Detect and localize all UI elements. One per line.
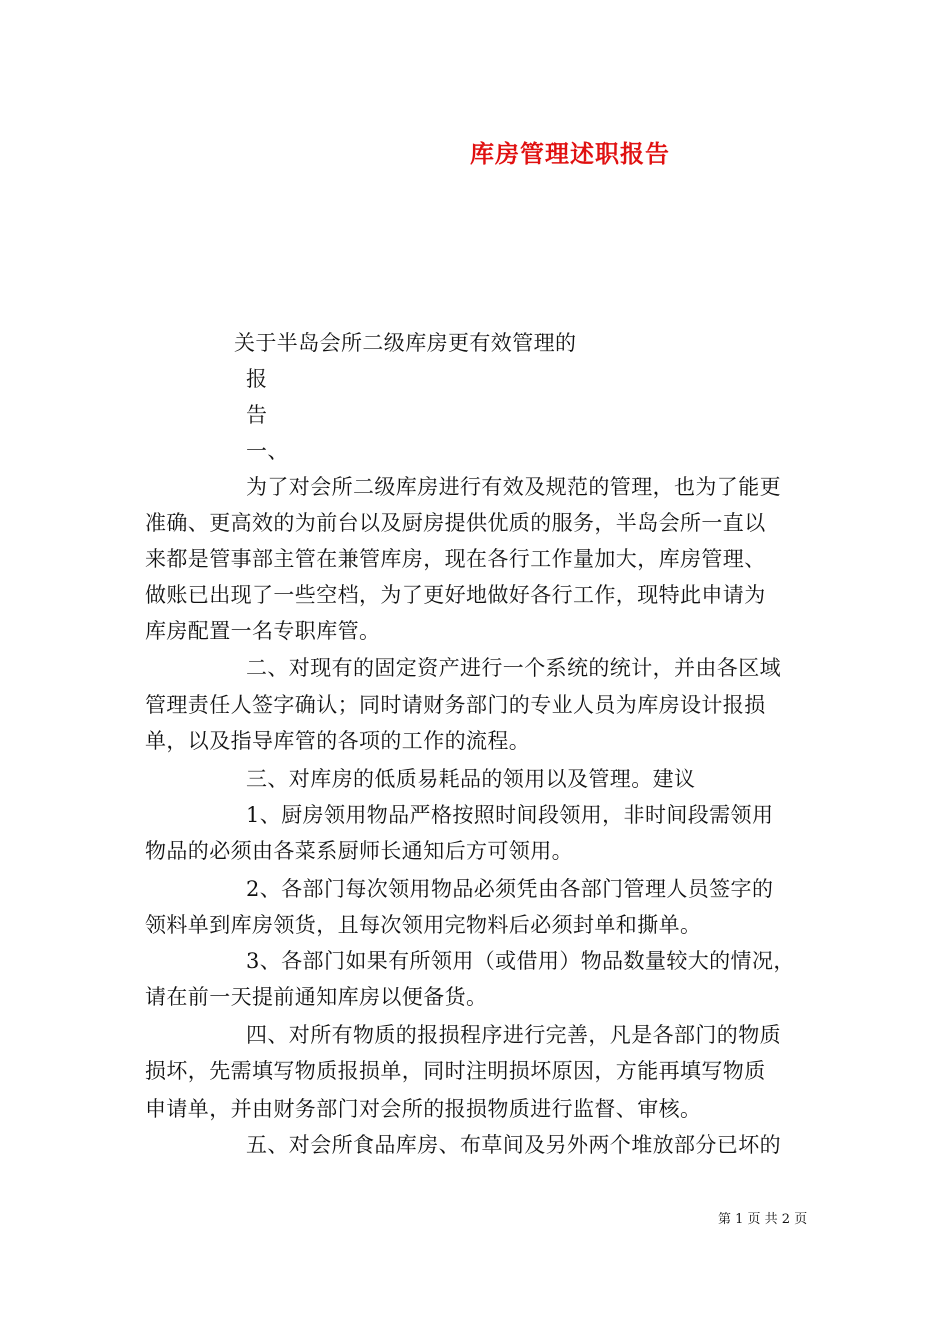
body-line: 损坏，先需填写物质报损单，同时注明损坏原因，方能再填写物质	[145, 1059, 766, 1083]
body-line: 领料单到库房领货，且每次领用完物料后必须封单和撕单。	[145, 913, 702, 937]
body-line: 二、对现有的固定资产进行一个系统的统计，并由各区域	[246, 656, 781, 680]
body-line: 2、各部门每次领用物品必须凭由各部门管理人员签字的	[246, 877, 774, 901]
body-line: 五、对会所食品库房、布草间及另外两个堆放部分已坏的	[246, 1133, 781, 1157]
body-line: 管理责任人签字确认；同时请财务部门的专业人员为库房设计报损	[145, 693, 766, 717]
body-line: 单，以及指导库管的各项的工作的流程。	[145, 729, 531, 753]
header-line: 告	[246, 403, 268, 427]
body-line: 请在前一天提前通知库房以便备货。	[145, 985, 488, 1009]
body-line: 申请单，并由财务部门对会所的报损物质进行监督、审核。	[145, 1097, 702, 1121]
body-line: 三、对库房的低质易耗品的领用以及管理。建议	[246, 767, 696, 791]
body-line: 为了对会所二级库房进行有效及规范的管理，也为了能更	[246, 475, 781, 499]
page-number: 第 1 页 共 2 页	[718, 1212, 808, 1227]
body-line: 准确、更高效的为前台以及厨房提供优质的服务，半岛会所一直以	[145, 511, 766, 535]
body-line: 物品的必须由各菜系厨师长通知后方可领用。	[145, 839, 573, 863]
body-line: 来都是管事部主管在兼管库房，现在各行工作量加大，库房管理、	[145, 547, 766, 571]
body-line: 1、厨房领用物品严格按照时间段领用，非时间段需领用	[246, 803, 774, 827]
document-title: 库房管理述职报告	[470, 139, 670, 168]
body-line: 做账已出现了一些空档，为了更好地做好各行工作，现特此申请为	[145, 583, 766, 607]
header-line: 一、	[246, 439, 289, 463]
body-line: 3、各部门如果有所领用（或借用）物品数量较大的情况，	[246, 949, 795, 973]
header-line: 关于半岛会所二级库房更有效管理的	[234, 331, 577, 355]
header-line: 报	[246, 367, 268, 391]
body-line: 库房配置一名专职库管。	[145, 619, 381, 643]
body-line: 四、对所有物质的报损程序进行完善，凡是各部门的物质	[246, 1023, 781, 1047]
